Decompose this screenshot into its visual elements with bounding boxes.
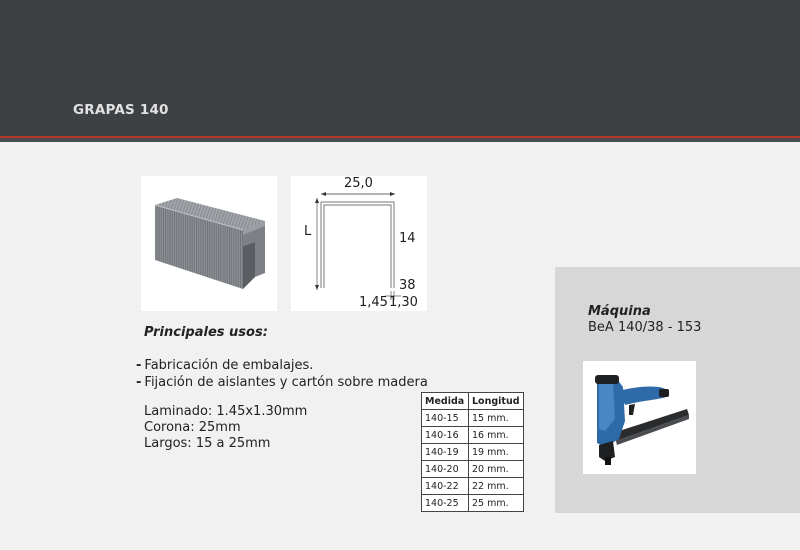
spec-laminado: Laminado: 1.45x1.30mm: [144, 404, 308, 419]
table-row: [422, 478, 524, 495]
page-header: [0, 0, 800, 136]
cell-medida: 140-16: [422, 427, 469, 444]
wire-thickness-dimension: 1,30: [389, 295, 418, 310]
uses-heading: Principales usos:: [144, 325, 268, 340]
specifications: [144, 404, 307, 452]
cell-longitud: 16 mm.: [469, 427, 524, 444]
spec-largos: Largos: 15 a 25mm: [144, 436, 271, 451]
spec-corona: Corona: 25mm: [144, 420, 241, 435]
series-number: 38: [399, 278, 416, 293]
stapler-illustration: [583, 361, 696, 474]
column-header-medida: Medida: [422, 393, 469, 410]
cell-longitud: 15 mm.: [469, 410, 524, 427]
list-item: - Fijación de aislantes y cartón sobre madera: [136, 375, 428, 390]
height-dimension: 14: [399, 231, 416, 246]
table-row: [422, 427, 524, 444]
sizes-table: [421, 392, 524, 512]
uses-list: [136, 357, 428, 391]
cell-longitud: 19 mm.: [469, 444, 524, 461]
staple-product-image: [141, 176, 277, 311]
cell-medida: 140-19: [422, 444, 469, 461]
staple-dimension-diagram: [291, 176, 427, 311]
cell-longitud: 20 mm.: [469, 461, 524, 478]
header-shadow: [0, 138, 800, 142]
machine-model: BeA 140/38 - 153: [588, 320, 702, 335]
cell-medida: 140-15: [422, 410, 469, 427]
table-row: [422, 461, 524, 478]
machine-panel: [555, 267, 800, 513]
cell-medida: 140-22: [422, 478, 469, 495]
list-item: - Fabricación de embalajes.: [136, 358, 314, 373]
table-row: [422, 444, 524, 461]
wire-width-dimension: 1,45: [359, 295, 388, 310]
table-header-row: [422, 393, 524, 410]
cell-medida: 140-20: [422, 461, 469, 478]
stapler-tool-image: [583, 361, 696, 474]
cell-medida: 140-25: [422, 495, 469, 512]
length-symbol: L: [304, 224, 312, 239]
column-header-longitud: Longitud: [469, 393, 524, 410]
page-title: GRAPAS 140: [73, 102, 169, 118]
cell-longitud: 22 mm.: [469, 478, 524, 495]
crown-dimension: 25,0: [344, 176, 373, 191]
table-row: [422, 410, 524, 427]
table-row: [422, 495, 524, 512]
staples-illustration: [141, 176, 277, 311]
cell-longitud: 25 mm.: [469, 495, 524, 512]
machine-label: Máquina: [588, 304, 651, 319]
